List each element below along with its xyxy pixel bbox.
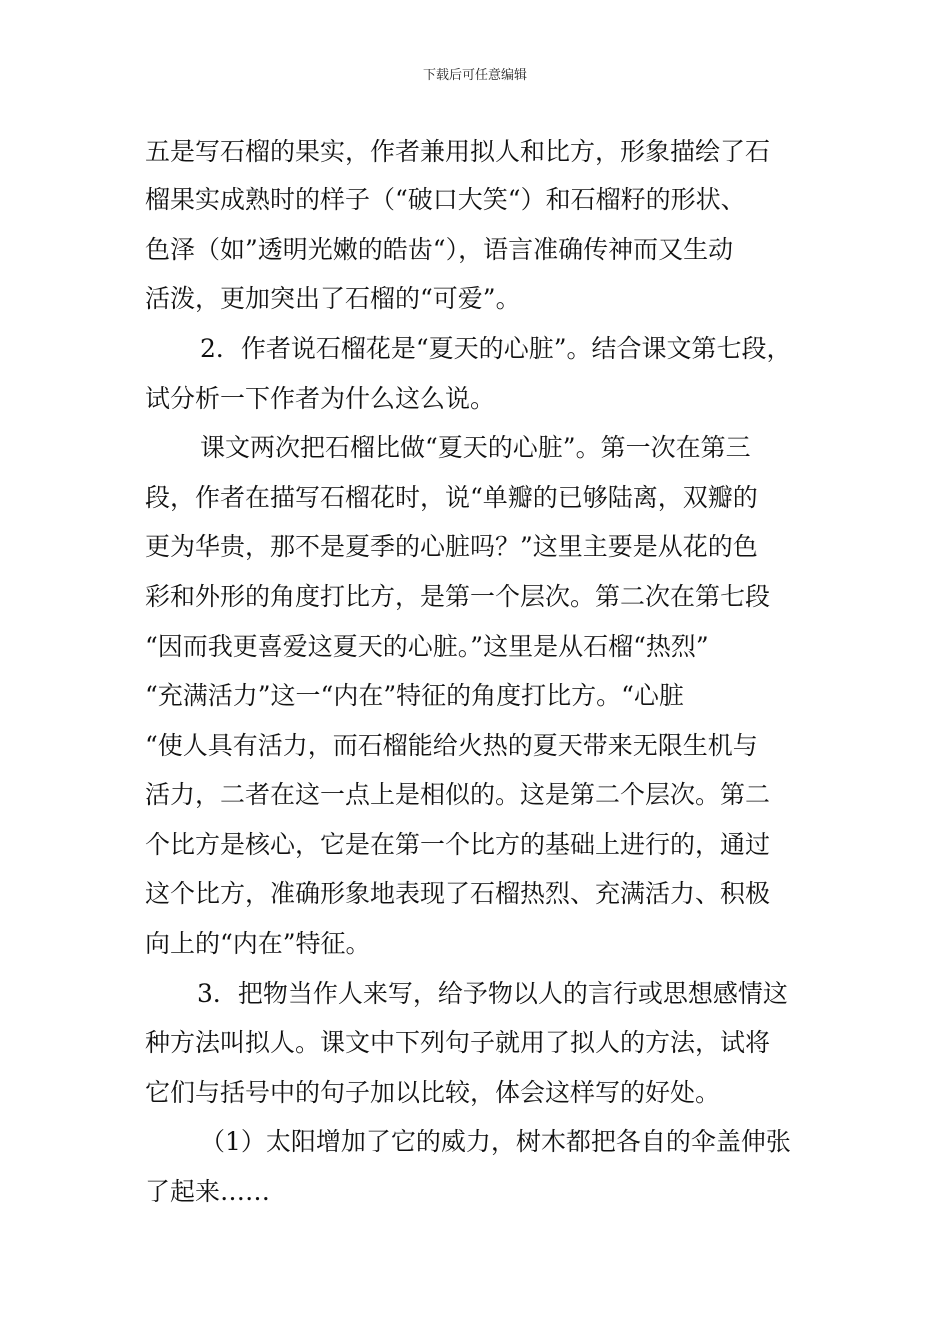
text-line: 了起来…… xyxy=(145,1177,271,1206)
text-line: 榴果实成熟时的样子（“破口大笑“）和石榴籽的形状、 xyxy=(145,185,746,214)
page-header: 下载后可任意编辑 xyxy=(422,68,527,83)
text-line: 彩和外形的角度打比方，是第一个层次。第二次在第七段 xyxy=(145,582,771,611)
text-line: 种方法叫拟人。课文中下列句子就用了拟人的方法，试将 xyxy=(145,1028,771,1057)
text-line: （1）太阳增加了它的威力，树木都把各自的伞盖伸张 xyxy=(200,1127,791,1156)
text-line: 向上的“内在”特征。 xyxy=(145,929,371,958)
text-line: 段，作者在描写石榴花时，说“单瓣的已够陆离，双瓣的 xyxy=(145,483,758,512)
text-line: 五是写石榴的果实，作者兼用拟人和比方，形象描绘了石 xyxy=(145,137,771,166)
text-line: 这个比方，准确形象地表现了石榴热烈、充满活力、积极 xyxy=(145,879,771,908)
text-line: “使人具有活力，而石榴能给火热的夏天带来无限生机与 xyxy=(145,731,758,760)
text-line: 活泼，更加突出了石榴的“可爱”。 xyxy=(145,284,521,313)
text-line: 3．把物当作人来写，给予物以人的言行或思想感情这 xyxy=(197,979,788,1008)
text-line: 2．作者说石榴花是“夏天的心脏”。结合课文第七段， xyxy=(200,334,792,363)
text-line: 个比方是核心，它是在第一个比方的基础上进行的，通过 xyxy=(145,830,771,859)
text-line: 课文两次把石榴比做“夏天的心脏”。第一次在第三 xyxy=(200,433,751,462)
text-line: 活力，二者在这一点上是相似的。这是第二个层次。第二 xyxy=(145,780,771,809)
text-line: 色泽（如”透明光嫩的皓齿“），语言准确传神而又生动 xyxy=(145,235,734,264)
text-line: 它们与括号中的句子加以比较，体会这样写的好处。 xyxy=(145,1078,721,1107)
text-line: “充满活力”这一“内在”特征的角度打比方。“心脏 xyxy=(145,681,684,710)
text-line: 试分析一下作者为什么这么说。 xyxy=(145,384,496,413)
text-line: “因而我更喜爱这夏天的心脏。”这里是从石榴“热烈” xyxy=(145,632,709,661)
text-line: 更为华贵，那不是夏季的心脏吗？”这里主要是从花的色 xyxy=(145,532,758,561)
